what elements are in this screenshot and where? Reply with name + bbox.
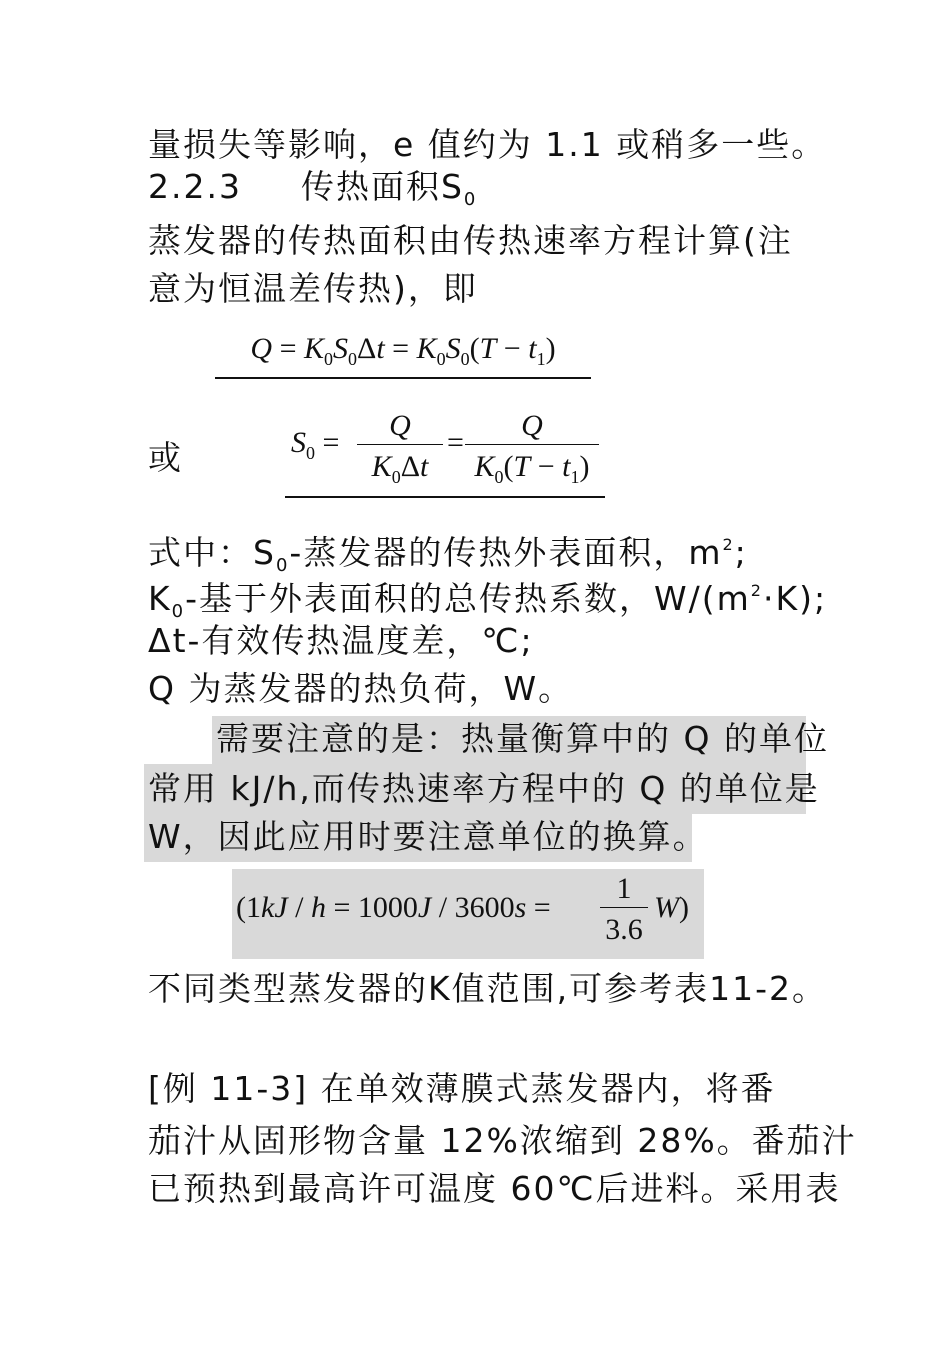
section-title-subscript: 0 [463,189,478,210]
text-line-4: 意为恒温差传热)，即 [148,269,478,308]
text-line-1: 量损失等影响，e 值约为 1.1 或稍多一些。 [148,125,827,164]
equation-unit-conversion: (1kJ / h = 1000J / 3600s = $\frac{1}{3.6}$ W) [232,869,704,959]
reference-line: 不同类型蒸发器的K值范围,可参考表11-2。 [148,969,828,1008]
definition-s0: 式中：$S_0-$蒸发器的传热外表面积，$m^2$; [148,533,748,576]
equation-area: $S_0$ = $\frac{Q}{K_0\Delta t}$ = $\frac{Q}{K_0(T - t_1)}$ [285,400,605,498]
text-line-3: 蒸发器的传热面积由传热速率方程计算(注 [148,221,793,260]
section-number: 2.2.3 [148,167,242,206]
definition-q: Q 为蒸发器的热负荷，W。 [148,669,574,708]
section-heading [148,164,477,223]
section-title: 传热面积S [300,167,464,206]
example-line-3: 已预热到最高许可温度 60℃后进料。采用表 [148,1169,841,1208]
definition-k0: $K_0-$基于外表面积的总传热系数，$W/(m^2\cdot K)$; [148,579,828,622]
example-line-1: [例 11-3] 在单效薄膜式蒸发器内，将番 [148,1069,776,1108]
or-label: 或 [148,438,181,477]
note-line-3: W，因此应用时要注意单位的换算。 [148,817,708,856]
note-line-2: 常用 kJ/h,而传热速率方程中的 Q 的单位是 [148,769,820,808]
equation-heat-transfer: $Q = K_0S_0\Delta t = K_0S_0(T - t_1)$ [215,325,591,379]
example-line-2: 茄汁从固形物含量 12%浓缩到 28%。番茄汁 [148,1121,857,1160]
note-line-1: 需要注意的是：热量衡算中的 Q 的单位 [216,719,829,758]
definition-delta-t: Δt-有效传热温度差，℃; [148,621,534,660]
